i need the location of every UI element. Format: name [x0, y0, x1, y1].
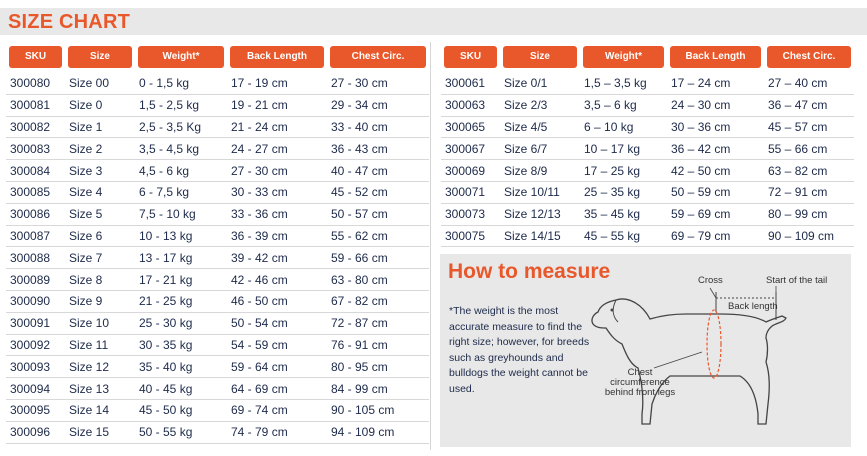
column-header	[764, 46, 854, 68]
table-cell: 27 - 30 cm	[327, 73, 429, 95]
column-divider	[430, 42, 431, 450]
table-cell: 30 - 33 cm	[227, 182, 327, 204]
size-table-left	[6, 46, 429, 444]
table-cell: 59 - 66 cm	[327, 247, 429, 269]
table-cell: 300096	[6, 422, 65, 444]
table-cell: 300071	[441, 182, 500, 204]
table-cell: 300080	[6, 73, 65, 95]
table-cell: Size 6/7	[500, 138, 580, 160]
column-header-label: Size	[68, 46, 132, 68]
table-cell: 54 - 59 cm	[227, 335, 327, 357]
table-cell: 39 - 42 cm	[227, 247, 327, 269]
table-cell: 300082	[6, 117, 65, 139]
table-row	[6, 226, 429, 248]
weight-note: *The weight is the most accurate measure to find the right size; however, for breeds such as greyhounds and bulldogs the weight cannot be used.	[449, 305, 590, 395]
table-cell: 6 - 7,5 kg	[135, 182, 227, 204]
table-cell: 35 – 45 kg	[580, 204, 667, 226]
table-cell: 72 – 91 cm	[764, 182, 854, 204]
table-cell: 300065	[441, 117, 500, 139]
table-cell: 40 - 47 cm	[327, 160, 429, 182]
table-cell: 300075	[441, 226, 500, 248]
dog-measure-illustration	[590, 264, 845, 439]
table-cell: 17 - 19 cm	[227, 73, 327, 95]
table-cell: 36 – 42 cm	[667, 138, 764, 160]
table-cell: 59 – 69 cm	[667, 204, 764, 226]
column-header	[135, 46, 227, 68]
column-header	[327, 46, 429, 68]
column-header-label: Back Length	[230, 46, 324, 68]
table-cell: 45 - 50 kg	[135, 400, 227, 422]
label-cross: Cross	[698, 275, 723, 286]
column-header-label: Weight*	[138, 46, 224, 68]
table-cell: 24 - 27 cm	[227, 138, 327, 160]
table-cell: 50 - 55 kg	[135, 422, 227, 444]
column-header-label: Size	[503, 46, 577, 68]
table-cell: 36 – 47 cm	[764, 95, 854, 117]
table-row	[441, 117, 854, 139]
table-cell: 76 - 91 cm	[327, 335, 429, 357]
column-header	[441, 46, 500, 68]
table-row	[6, 291, 429, 313]
table-cell: 300069	[441, 160, 500, 182]
table-row	[441, 226, 854, 248]
table-cell: 50 – 59 cm	[667, 182, 764, 204]
table-row	[441, 160, 854, 182]
table-cell: 42 – 50 cm	[667, 160, 764, 182]
table-cell: Size 2/3	[500, 95, 580, 117]
table-cell: 3,5 – 6 kg	[580, 95, 667, 117]
table-row	[6, 160, 429, 182]
table-row	[6, 356, 429, 378]
table-cell: 29 - 34 cm	[327, 95, 429, 117]
table-cell: 74 - 79 cm	[227, 422, 327, 444]
table-cell: 13 - 17 kg	[135, 247, 227, 269]
table-row	[6, 117, 429, 139]
table-cell: 300067	[441, 138, 500, 160]
table-cell: Size 2	[65, 138, 135, 160]
table-cell: 80 - 95 cm	[327, 356, 429, 378]
table-cell: 69 – 79 cm	[667, 226, 764, 248]
table-cell: 1,5 – 3,5 kg	[580, 73, 667, 95]
table-cell: 25 – 35 kg	[580, 182, 667, 204]
table-row	[6, 313, 429, 335]
table-cell: Size 10	[65, 313, 135, 335]
dog-outline	[592, 299, 786, 424]
table-row	[6, 95, 429, 117]
table-cell: 6 – 10 kg	[580, 117, 667, 139]
table-row	[6, 422, 429, 444]
table-cell: 3,5 - 4,5 kg	[135, 138, 227, 160]
header-bar	[0, 8, 867, 35]
table-cell: 30 – 36 cm	[667, 117, 764, 139]
table-cell: 10 – 17 kg	[580, 138, 667, 160]
table-cell: 10 - 13 kg	[135, 226, 227, 248]
table-cell: 63 – 82 cm	[764, 160, 854, 182]
table-cell: 55 - 62 cm	[327, 226, 429, 248]
table-cell: 46 - 50 cm	[227, 291, 327, 313]
table-cell: 300093	[6, 356, 65, 378]
column-header-label: Back Length	[670, 46, 761, 68]
table-row	[441, 138, 854, 160]
table-cell: 42 - 46 cm	[227, 269, 327, 291]
table-cell: 21 - 24 cm	[227, 117, 327, 139]
table-cell: 300084	[6, 160, 65, 182]
table-cell: Size 5	[65, 204, 135, 226]
column-header-label: Chest Circ.	[330, 46, 426, 68]
column-header	[6, 46, 65, 68]
table-cell: Size 0	[65, 95, 135, 117]
table-cell: 21 - 25 kg	[135, 291, 227, 313]
column-header	[667, 46, 764, 68]
table-cell: 19 - 21 cm	[227, 95, 327, 117]
label-start-of-tail: Start of the tail	[766, 275, 828, 286]
table-cell: 300091	[6, 313, 65, 335]
column-header-label: Chest Circ.	[767, 46, 851, 68]
table-cell: 300092	[6, 335, 65, 357]
label-back-length: Back length	[728, 301, 778, 312]
table-cell: Size 10/11	[500, 182, 580, 204]
table-cell: 300063	[441, 95, 500, 117]
table-cell: 55 – 66 cm	[764, 138, 854, 160]
table-cell: Size 4	[65, 182, 135, 204]
column-header	[500, 46, 580, 68]
table-cell: Size 11	[65, 335, 135, 357]
column-header	[65, 46, 135, 68]
table-cell: 7,5 - 10 kg	[135, 204, 227, 226]
table-cell: 300095	[6, 400, 65, 422]
column-header	[227, 46, 327, 68]
table-cell: 59 - 64 cm	[227, 356, 327, 378]
table-cell: 63 - 80 cm	[327, 269, 429, 291]
table-cell: 17 - 21 kg	[135, 269, 227, 291]
table-row	[6, 247, 429, 269]
table-cell: 300090	[6, 291, 65, 313]
column-header-label: SKU	[444, 46, 497, 68]
table-cell: 24 – 30 cm	[667, 95, 764, 117]
table-cell: 300083	[6, 138, 65, 160]
table-cell: 300081	[6, 95, 65, 117]
table-cell: 50 - 57 cm	[327, 204, 429, 226]
table-cell: 90 - 105 cm	[327, 400, 429, 422]
table-row	[6, 73, 429, 95]
table-cell: 94 - 109 cm	[327, 422, 429, 444]
table-cell: 300086	[6, 204, 65, 226]
table-cell: 27 - 30 cm	[227, 160, 327, 182]
table-row	[6, 182, 429, 204]
table-cell: 0 - 1,5 kg	[135, 73, 227, 95]
table-row	[441, 95, 854, 117]
table-row	[6, 138, 429, 160]
table-cell: 25 - 30 kg	[135, 313, 227, 335]
table-row	[441, 204, 854, 226]
table-row	[6, 335, 429, 357]
table-cell: Size 8	[65, 269, 135, 291]
table-cell: Size 7	[65, 247, 135, 269]
table-cell: Size 14	[65, 400, 135, 422]
table-row	[441, 73, 854, 95]
table-cell: Size 00	[65, 73, 135, 95]
table-cell: 300061	[441, 73, 500, 95]
table-cell: 64 - 69 cm	[227, 378, 327, 400]
size-table-right	[441, 46, 854, 247]
table-cell: Size 13	[65, 378, 135, 400]
table-cell: Size 9	[65, 291, 135, 313]
table-cell: Size 3	[65, 160, 135, 182]
page-title: SIZE CHART	[8, 11, 130, 33]
table-cell: Size 12	[65, 356, 135, 378]
table-row	[6, 269, 429, 291]
table-cell: 300094	[6, 378, 65, 400]
table-cell: 30 - 35 kg	[135, 335, 227, 357]
table-cell: 90 – 109 cm	[764, 226, 854, 248]
table-row	[441, 182, 854, 204]
table-cell: 17 – 24 cm	[667, 73, 764, 95]
table-cell: 35 - 40 kg	[135, 356, 227, 378]
table-cell: 67 - 82 cm	[327, 291, 429, 313]
table-row	[6, 400, 429, 422]
table-cell: 40 - 45 kg	[135, 378, 227, 400]
table-cell: 33 - 36 cm	[227, 204, 327, 226]
table-cell: 33 - 40 cm	[327, 117, 429, 139]
column-header	[580, 46, 667, 68]
table-cell: 4,5 - 6 kg	[135, 160, 227, 182]
table-cell: 300089	[6, 269, 65, 291]
table-cell: Size 4/5	[500, 117, 580, 139]
table-cell: Size 8/9	[500, 160, 580, 182]
table-cell: Size 14/15	[500, 226, 580, 248]
table-cell: 69 - 74 cm	[227, 400, 327, 422]
table-cell: 300073	[441, 204, 500, 226]
table-cell: Size 6	[65, 226, 135, 248]
table-cell: 1,5 - 2,5 kg	[135, 95, 227, 117]
table-row	[6, 378, 429, 400]
table-cell: Size 1	[65, 117, 135, 139]
chest-circumference-marker	[707, 310, 721, 378]
table-cell: 300085	[6, 182, 65, 204]
column-header-label: Weight*	[583, 46, 664, 68]
table-cell: 84 - 99 cm	[327, 378, 429, 400]
table-cell: 80 – 99 cm	[764, 204, 854, 226]
how-to-measure-panel	[440, 254, 851, 447]
table-cell: Size 15	[65, 422, 135, 444]
table-cell: 17 – 25 kg	[580, 160, 667, 182]
label-chest: Chest circumference behind front legs	[604, 367, 676, 398]
table-cell: 36 - 43 cm	[327, 138, 429, 160]
table-cell: 45 – 57 cm	[764, 117, 854, 139]
table-cell: 50 - 54 cm	[227, 313, 327, 335]
table-cell: Size 0/1	[500, 73, 580, 95]
column-header-label: SKU	[9, 46, 62, 68]
table-cell: 72 - 87 cm	[327, 313, 429, 335]
table-cell: 45 – 55 kg	[580, 226, 667, 248]
table-cell: Size 12/13	[500, 204, 580, 226]
measure-title: How to measure	[448, 260, 611, 283]
table-cell: 45 - 52 cm	[327, 182, 429, 204]
table-cell: 2,5 - 3,5 Kg	[135, 117, 227, 139]
table-cell: 36 - 39 cm	[227, 226, 327, 248]
table-row	[6, 204, 429, 226]
table-cell: 300087	[6, 226, 65, 248]
table-cell: 27 – 40 cm	[764, 73, 854, 95]
table-cell: 300088	[6, 247, 65, 269]
